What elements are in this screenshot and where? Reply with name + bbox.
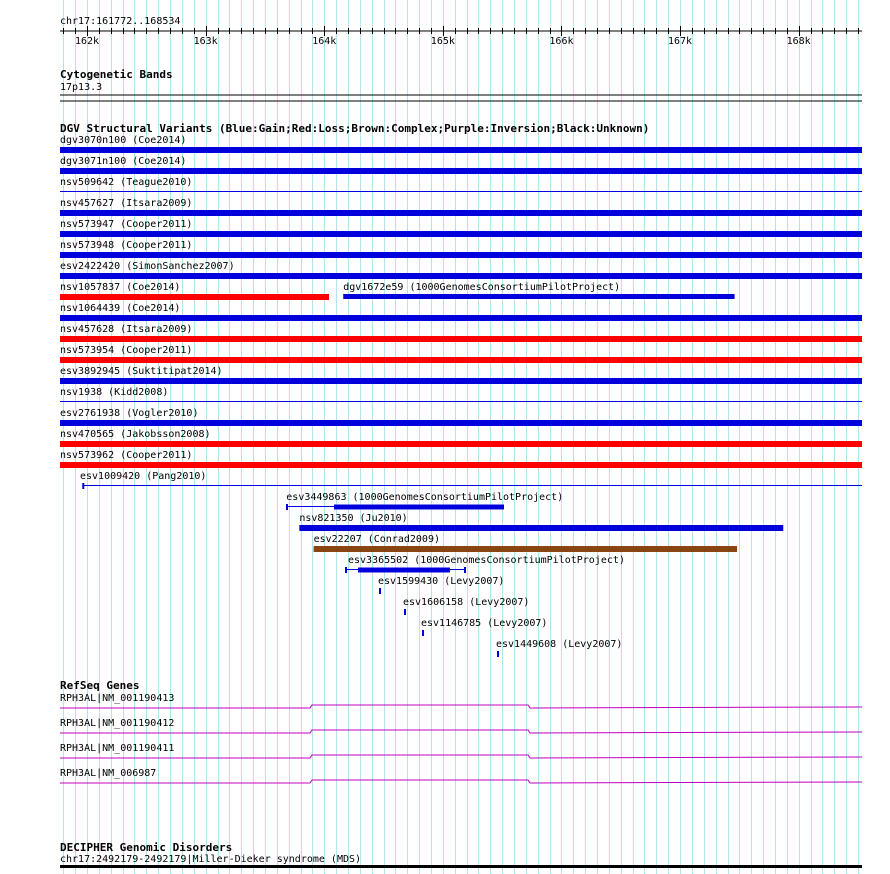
variant-endcap <box>345 567 347 573</box>
decipher-entry-label: chr17:2492179-2492179|Miller-Dieker syndrome (MDS) <box>60 854 362 865</box>
ruler-tick-label: 163k <box>193 36 218 47</box>
gene-label: RPH3AL|NM_001190413 <box>60 693 175 704</box>
dgv-title: DGV Structural Variants (Blue:Gain;Red:Loss;Brown:Complex;Purple:Inversion;Black:Unknown) <box>60 122 650 135</box>
variant-bar[interactable] <box>60 462 862 468</box>
variant-label: nsv1057837 (Coe2014) <box>60 282 181 293</box>
cytoband-title: Cytogenetic Bands <box>60 68 173 81</box>
variant-label: nsv1938 (Kidd2008) <box>60 387 169 398</box>
gene-model[interactable] <box>60 730 862 733</box>
decipher-title: DECIPHER Genomic Disorders <box>60 841 233 854</box>
variant-bar[interactable] <box>60 210 862 216</box>
variant-label: esv2422420 (SimonSanchez2007) <box>60 261 235 272</box>
variant-label: dgv1672e59 (1000GenomesConsortiumPilotProject) <box>343 282 621 293</box>
refseq-features <box>60 693 862 783</box>
decipher-bar[interactable] <box>60 865 862 868</box>
variant-bar[interactable] <box>299 525 783 531</box>
variant-endcap <box>286 504 288 510</box>
ruler-tick-label: 167k <box>668 36 693 47</box>
ruler-track <box>60 16 862 47</box>
variant-label: esv1599430 (Levy2007) <box>378 576 505 587</box>
variant-tick[interactable] <box>497 651 499 657</box>
variant-bar[interactable] <box>60 168 862 174</box>
gene-label: RPH3AL|NM_006987 <box>60 768 157 779</box>
variant-label: esv1009420 (Pang2010) <box>80 471 207 482</box>
ruler-tick-label: 166k <box>549 36 574 47</box>
variant-label: nsv509642 (Teague2010) <box>60 177 193 188</box>
variant-bar[interactable] <box>60 357 862 363</box>
variant-label: nsv1064439 (Coe2014) <box>60 303 181 314</box>
decipher-track <box>60 841 862 868</box>
refseq-track <box>60 679 862 783</box>
variant-label: nsv457627 (Itsara2009) <box>60 198 193 209</box>
cytoband-label: 17p13.3 <box>60 82 103 93</box>
refseq-title: RefSeq Genes <box>60 679 140 692</box>
variant-label: esv1146785 (Levy2007) <box>421 618 548 629</box>
variant-label: nsv470565 (Jakobsson2008) <box>60 429 211 440</box>
gene-label: RPH3AL|NM_001190412 <box>60 718 175 729</box>
variant-bar[interactable] <box>60 231 862 237</box>
variant-bar[interactable] <box>60 336 862 342</box>
variant-label: esv1606158 (Levy2007) <box>403 597 530 608</box>
variant-label: nsv821350 (Ju2010) <box>299 513 408 524</box>
variant-label: dgv3070n100 (Coe2014) <box>60 135 187 146</box>
gene-label: RPH3AL|NM_001190411 <box>60 743 175 754</box>
variant-label: esv3365502 (1000GenomesConsortiumPilotProject) <box>347 555 625 566</box>
variant-label: esv2761938 (Vogler2010) <box>60 408 199 419</box>
dgv-features <box>60 135 862 657</box>
ruler-tick-label: 165k <box>430 36 455 47</box>
cytoband-track <box>60 68 862 101</box>
ruler-tick-label: 162k <box>74 36 100 47</box>
gene-model[interactable] <box>60 755 862 758</box>
variant-label: esv3449863 (1000GenomesConsortiumPilotProject) <box>286 492 564 503</box>
variant-bar[interactable] <box>314 546 737 552</box>
variant-bar[interactable] <box>343 294 734 299</box>
variant-label: nsv457628 (Itsara2009) <box>60 324 193 335</box>
variant-bar[interactable] <box>60 294 329 300</box>
variant-tick[interactable] <box>379 588 381 594</box>
variant-bar[interactable] <box>60 252 862 258</box>
variant-bar[interactable] <box>60 420 862 426</box>
variant-tick[interactable] <box>404 609 406 615</box>
variant-tick[interactable] <box>422 630 424 636</box>
variant-bar[interactable] <box>60 273 862 279</box>
variant-label: esv22207 (Conrad2009) <box>313 534 441 545</box>
variant-label: esv3892945 (Suktitipat2014) <box>60 366 223 377</box>
variant-bar[interactable] <box>60 378 862 384</box>
variant-label: nsv573947 (Cooper2011) <box>60 219 193 230</box>
variant-endcap <box>464 567 466 573</box>
variant-label: nsv573954 (Cooper2011) <box>60 345 193 356</box>
ruler-tick-label: 164k <box>312 36 337 47</box>
ruler-tick-label: 168k <box>786 36 811 47</box>
variant-label: nsv573948 (Cooper2011) <box>60 240 193 251</box>
variant-label: esv1449608 (Levy2007) <box>496 639 623 650</box>
variant-bar[interactable] <box>334 505 504 510</box>
variant-label: dgv3071n100 (Coe2014) <box>60 156 187 167</box>
variant-bar[interactable] <box>60 315 862 321</box>
gene-model[interactable] <box>60 705 862 708</box>
variant-bar[interactable] <box>60 147 862 153</box>
variant-bar[interactable] <box>60 441 862 447</box>
gene-model[interactable] <box>60 780 862 783</box>
dgv-track <box>60 122 862 657</box>
variant-bar[interactable] <box>358 568 450 573</box>
ruler-location: chr17:161772..168534 <box>60 16 181 27</box>
variant-endcap <box>82 483 84 489</box>
variant-label: nsv573962 (Cooper2011) <box>60 450 193 461</box>
